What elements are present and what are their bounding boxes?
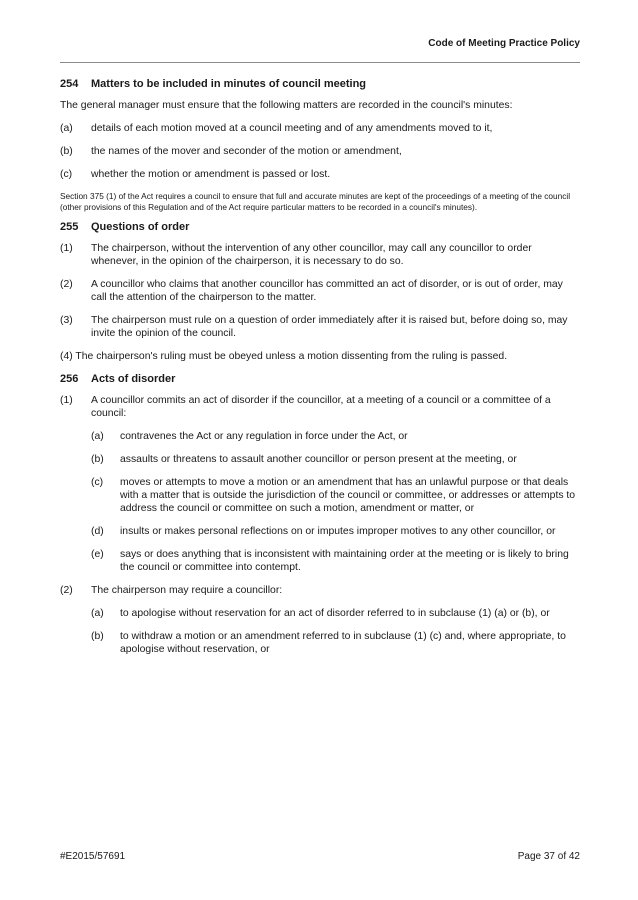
section-number: 254 — [60, 78, 79, 90]
item-text: whether the motion or amendment is passed or lost. — [91, 169, 331, 180]
list-item — [60, 145, 580, 158]
item-text: details of each motion moved at a council meeting and of any amendments moved to it, — [91, 123, 493, 134]
list-item — [60, 168, 580, 181]
list-item — [91, 607, 580, 620]
list-item — [60, 314, 580, 340]
item-label: (a) — [91, 431, 104, 442]
item-text: to withdraw a motion or an amendment referred to in subclause (1) (c) and, where appropriate, to apologise without reservation, or — [120, 631, 566, 655]
section-255-paragraph-4: (4) The chairperson's ruling must be obeyed unless a motion dissenting from the ruling is passed. — [60, 351, 508, 362]
item-text: assaults or threatens to assault another councillor or person present at the meeting, or — [120, 454, 517, 465]
item-label: (2) — [60, 585, 73, 596]
item-label: (d) — [91, 526, 104, 537]
list-item — [60, 394, 580, 420]
item-text: The chairperson, without the intervention of any other councillor, may call any councillor to order whenever, in the opinion of the chairperson, it is necessary to do so. — [91, 243, 532, 267]
list-item — [91, 630, 580, 656]
document-id: #E2015/57691 — [60, 851, 126, 862]
item-text: The chairperson must rule on a question of order immediately after it is raised but, before doing so, may invite the opinion of the council. — [91, 315, 568, 339]
section-number: 255 — [60, 221, 79, 233]
item-text: The chairperson may require a councillor: — [91, 585, 283, 596]
list-item — [60, 584, 580, 597]
section-title: Questions of order — [91, 221, 190, 233]
document-body — [60, 72, 580, 666]
section-254-heading — [60, 78, 580, 91]
list-item — [91, 525, 580, 538]
item-text: moves or attempts to move a motion or an amendment that has an unlawful purpose or that deals with a matter that is outside the jurisdiction of the council or committee, or addresses or attempts to address the council or committee on such a motion, amendment or matter, or — [120, 477, 576, 514]
item-label: (e) — [91, 549, 104, 560]
item-text: A councillor who claims that another councillor has committed an act of disorder, or is out of order, may call the attention of the chairperson to the matter. — [91, 279, 563, 303]
item-label: (a) — [91, 608, 104, 619]
item-text: the names of the mover and seconder of the motion or amendment, — [91, 146, 402, 157]
running-header: Code of Meeting Practice Policy — [428, 38, 580, 49]
item-label: (b) — [60, 146, 73, 157]
item-label: (1) — [60, 395, 73, 406]
item-label: (3) — [60, 315, 73, 326]
sublist — [91, 607, 580, 656]
item-label: (a) — [60, 123, 73, 134]
item-text: contravenes the Act or any regulation in force under the Act, or — [120, 431, 408, 442]
section-title: Matters to be included in minutes of council meeting — [91, 78, 367, 90]
list-item — [91, 430, 580, 443]
list-item — [60, 122, 580, 135]
item-label: (1) — [60, 243, 73, 254]
item-label: (c) — [60, 169, 73, 180]
section-title: Acts of disorder — [91, 373, 176, 385]
list-item — [60, 242, 580, 268]
section-255-heading — [60, 221, 580, 234]
item-label: (b) — [91, 454, 104, 465]
list-item — [91, 476, 580, 515]
item-text: A councillor commits an act of disorder if the councillor, at a meeting of a council or a committee of a council: — [91, 395, 551, 419]
item-text: insults or makes personal reflections on or imputes improper motives to any other councillor, or — [120, 526, 556, 537]
item-text: to apologise without reservation for an act of disorder referred to in subclause (1) (a) or (b), or — [120, 608, 550, 619]
page-number: Page 37 of 42 — [517, 851, 580, 862]
item-label: (b) — [91, 631, 104, 642]
header-divider — [60, 62, 580, 63]
sublist — [91, 430, 580, 574]
item-label: (2) — [60, 279, 73, 290]
section-254-note: Section 375 (1) of the Act requires a council to ensure that full and accurate minutes are kept of the proceedings of a meeting of the council (other provisions of this Regulation and of the Act require particular matters to be recorded in a council's minutes). — [60, 191, 571, 212]
section-number: 256 — [60, 373, 79, 385]
list-item — [91, 453, 580, 466]
section-256-heading — [60, 373, 580, 386]
item-label: (c) — [91, 477, 104, 488]
section-254-intro: The general manager must ensure that the following matters are recorded in the council's minutes: — [60, 100, 513, 111]
list-item — [60, 278, 580, 304]
list-item — [91, 548, 580, 574]
item-text: says or does anything that is inconsistent with maintaining order at the meeting or is likely to bring the council or committee into contempt. — [120, 549, 569, 573]
